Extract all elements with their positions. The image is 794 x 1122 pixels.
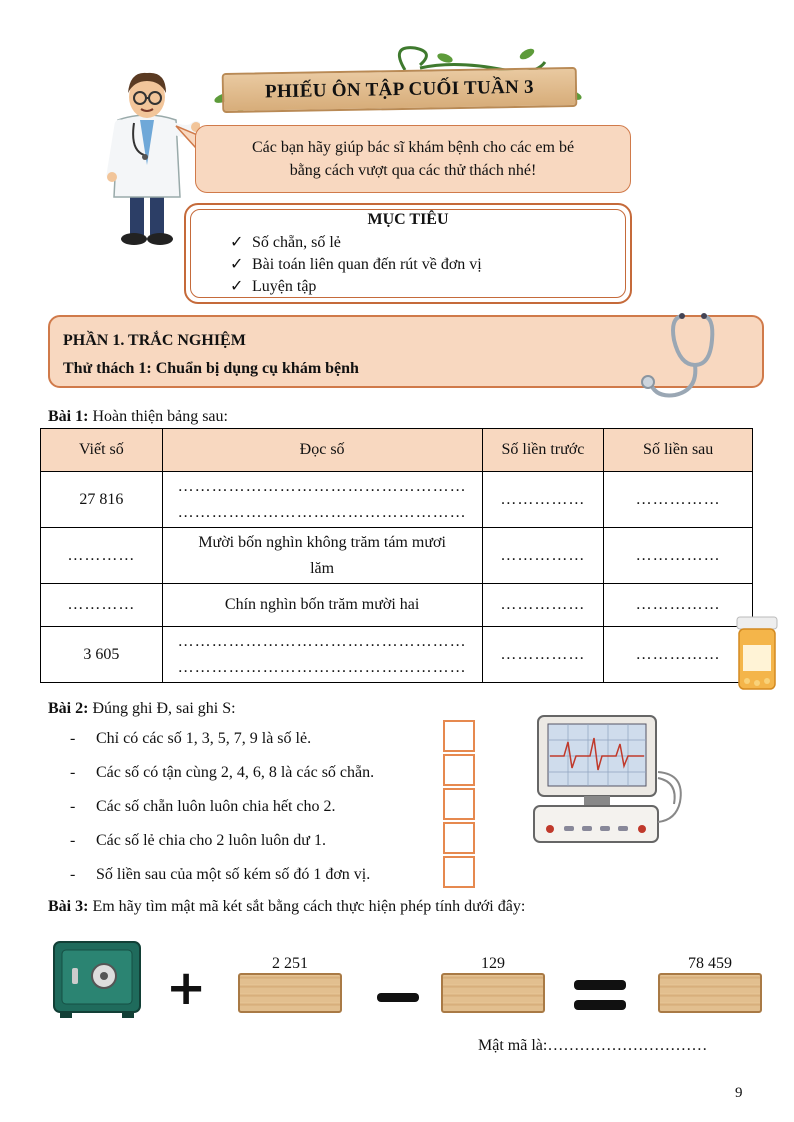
- plank-label-2: 129: [481, 955, 505, 972]
- answer-box[interactable]: [443, 720, 475, 752]
- check-icon: ✓: [230, 234, 244, 251]
- page-number: 9: [735, 1085, 743, 1101]
- plank-label-3: 78 459: [688, 955, 732, 972]
- viet-so-cell[interactable]: …………: [41, 584, 163, 627]
- bubble-line-2: bằng cách vượt qua các thử thách nhé!: [289, 162, 537, 179]
- list-item: - Các số lẻ chia cho 2 luôn luôn dư 1.: [70, 832, 326, 849]
- equals-icon: [574, 980, 626, 990]
- goal-item: ✓ Luyện tập: [230, 276, 482, 298]
- table-row: [41, 528, 753, 584]
- pill-bottle-icon: [733, 615, 781, 693]
- number-table: [40, 428, 753, 683]
- list-item: - Số liền sau của một số kém số đó 1 đơn vị.: [70, 866, 371, 883]
- answer-box[interactable]: [443, 788, 475, 820]
- list-item: - Chỉ có các số 1, 3, 5, 7, 9 là số lẻ.: [70, 730, 312, 747]
- speech-bubble: [195, 125, 631, 193]
- stethoscope-icon: [640, 310, 720, 405]
- page-title: PHIẾU ÔN TẬP CUỐI TUẦN 3: [264, 76, 535, 103]
- bai2-label: Bài 2: Đúng ghi Đ, sai ghi S:: [48, 700, 236, 717]
- viet-so-cell[interactable]: …………: [41, 528, 163, 584]
- viet-so-cell: 27 816: [41, 472, 163, 528]
- doc-so-cell: Mười bốn nghìn không trăm tám mươi lăm: [162, 528, 482, 584]
- goal-item: ✓ Bài toán liên quan đến rút về đơn vị: [230, 254, 482, 276]
- section-subtitle: Thử thách 1: Chuẩn bị dụng cụ khám bệnh: [63, 360, 359, 377]
- column-header: Viết số: [41, 429, 163, 472]
- answer-box[interactable]: [443, 856, 475, 888]
- section-title: PHẦN 1. TRẮC NGHIỆM: [63, 332, 246, 349]
- equals-icon-bar: [574, 1000, 626, 1010]
- doc-so-cell: Chín nghìn bốn trăm mười hai: [162, 584, 482, 627]
- list-item: - Các số có tận cùng 2, 4, 6, 8 là các số chẵn.: [70, 764, 375, 781]
- so-lien-truoc-cell[interactable]: ……………: [482, 584, 604, 627]
- password-answer-line[interactable]: Mật mã là:…………………………: [478, 1037, 708, 1054]
- bubble-line-1: Các bạn hãy giúp bác sĩ khám bệnh cho các em bé: [251, 139, 575, 156]
- wood-plank-3[interactable]: [658, 973, 762, 1013]
- so-lien-sau-cell[interactable]: ……………: [604, 584, 753, 627]
- bai1-label: Bài 1: Hoàn thiện bảng sau:: [48, 408, 228, 425]
- table-row: [41, 584, 753, 627]
- table-row: [41, 472, 753, 528]
- list-item: - Các số chẵn luôn luôn chia hết cho 2.: [70, 798, 336, 815]
- answer-box[interactable]: [443, 822, 475, 854]
- table-row: [41, 627, 753, 683]
- goals-list: [230, 232, 482, 298]
- column-header: Đọc số: [162, 429, 482, 472]
- plus-icon: +: [166, 960, 207, 1016]
- true-false-list: [70, 729, 374, 899]
- goals-title: MỤC TIÊU: [367, 211, 449, 228]
- column-header: Số liền trước: [482, 429, 604, 472]
- so-lien-sau-cell[interactable]: ……………: [604, 472, 753, 528]
- heart-monitor-icon: [520, 712, 690, 852]
- check-icon: ✓: [230, 256, 244, 273]
- so-lien-sau-cell[interactable]: ……………: [604, 528, 753, 584]
- plank-label-1: 2 251: [272, 955, 308, 972]
- check-icon: ✓: [230, 278, 244, 295]
- goal-item: ✓ Số chẵn, số lẻ: [230, 232, 482, 254]
- so-lien-truoc-cell[interactable]: ……………: [482, 528, 604, 584]
- wood-plank-2[interactable]: [441, 973, 545, 1013]
- doc-so-cell[interactable]: …………………………………………… ……………………………………………: [162, 627, 482, 683]
- viet-so-cell: 3 605: [41, 627, 163, 683]
- wood-plank-1[interactable]: [238, 973, 342, 1013]
- so-lien-truoc-cell[interactable]: ……………: [482, 472, 604, 528]
- so-lien-truoc-cell[interactable]: ……………: [482, 627, 604, 683]
- doc-so-cell[interactable]: …………………………………………… ……………………………………………: [162, 472, 482, 528]
- minus-icon: [377, 993, 419, 1002]
- safe-icon: [52, 940, 142, 1020]
- so-lien-sau-cell[interactable]: ……………: [604, 627, 753, 683]
- answer-box[interactable]: [443, 754, 475, 786]
- goals-box: [184, 203, 632, 304]
- column-header: Số liền sau: [604, 429, 753, 472]
- bai3-label: Bài 3: Em hãy tìm mật mã két sắt bằng cách thực hiện phép tính dưới đây:: [48, 898, 526, 915]
- title-banner: [222, 67, 578, 113]
- table-header-row: [41, 429, 753, 472]
